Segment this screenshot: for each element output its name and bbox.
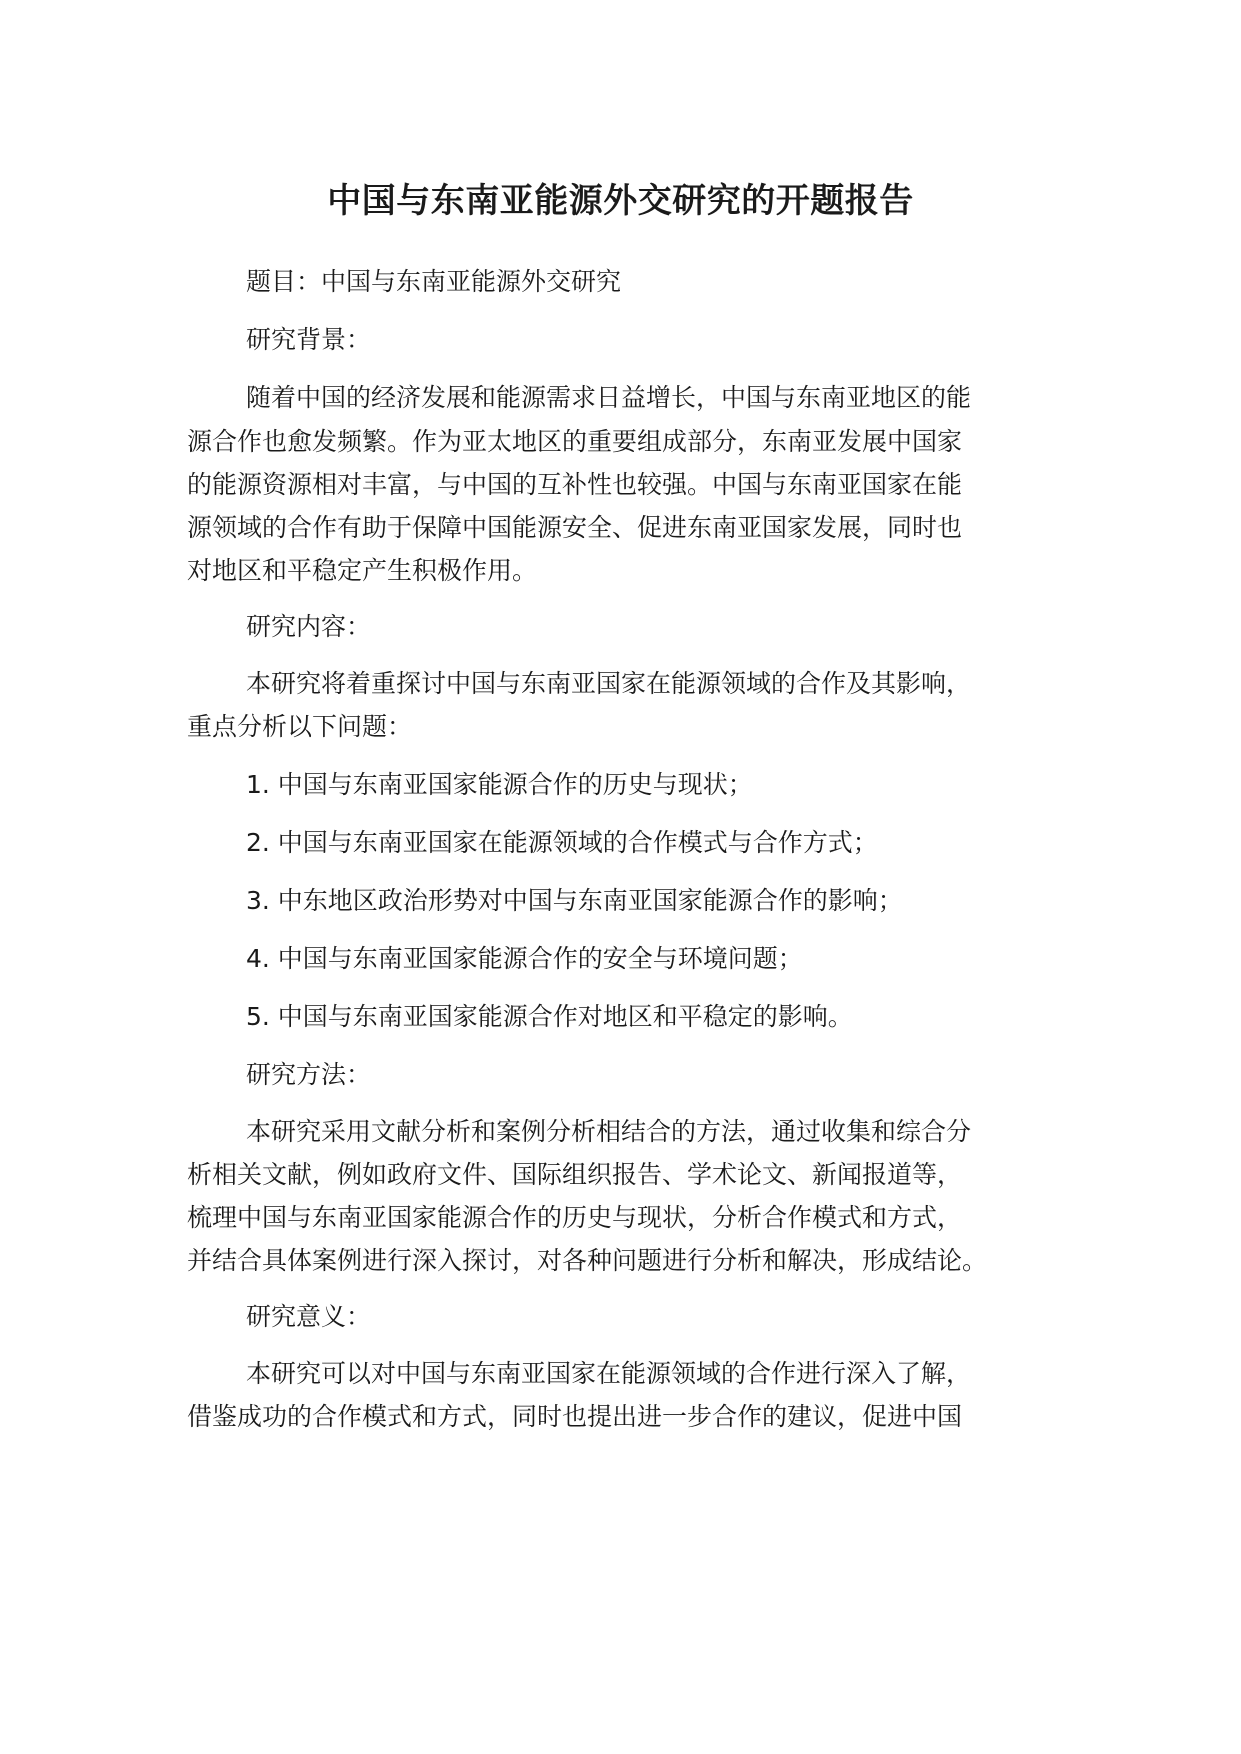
- document-title: 中国与东南亚能源外交研究的开题报告: [327, 181, 914, 221]
- content-line-1: 本研究将着重探讨中国与东南亚国家在能源领域的合作及其影响，: [246, 669, 972, 698]
- method-line-2: 析相关文献，例如政府文件、国际组织报告、学术论文、新闻报道等，: [187, 1160, 963, 1189]
- method-line-4: 并结合具体案例进行深入探讨，对各种问题进行分析和解决，形成结论。: [187, 1246, 988, 1275]
- background-line-1: 随着中国的经济发展和能源需求日益增长，中国与东南亚地区的能: [246, 383, 972, 412]
- content-heading: 研究内容：: [246, 612, 372, 641]
- significance-line-1: 本研究可以对中国与东南亚国家在能源领域的合作进行深入了解，: [246, 1359, 972, 1388]
- content-item-1: 1. 中国与东南亚国家能源合作的历史与现状；: [246, 770, 753, 799]
- background-heading: 研究背景：: [246, 325, 372, 354]
- content-item-4: 4. 中国与东南亚国家能源合作的安全与环境问题；: [246, 944, 803, 973]
- content-item-2: 2. 中国与东南亚国家在能源领域的合作模式与合作方式；: [246, 828, 878, 857]
- content-item-3: 3. 中东地区政治形势对中国与东南亚国家能源合作的影响；: [246, 886, 903, 915]
- method-line-3: 梳理中国与东南亚国家能源合作的历史与现状，分析合作模式和方式，: [187, 1203, 963, 1232]
- content-item-5: 5. 中国与东南亚国家能源合作对地区和平稳定的影响。: [246, 1002, 853, 1031]
- background-line-2: 源合作也愈发频繁。作为亚太地区的重要组成部分，东南亚发展中国家: [187, 427, 963, 456]
- method-heading: 研究方法：: [246, 1060, 372, 1089]
- background-line-5: 对地区和平稳定产生积极作用。: [187, 556, 538, 585]
- background-line-3: 的能源资源相对丰富，与中国的互补性也较强。中国与东南亚国家在能: [187, 470, 963, 499]
- background-line-4: 源领域的合作有助于保障中国能源安全、促进东南亚国家发展，同时也: [187, 513, 963, 542]
- method-line-1: 本研究采用文献分析和案例分析相结合的方法，通过收集和综合分: [246, 1117, 972, 1146]
- significance-line-2: 借鉴成功的合作模式和方式，同时也提出进一步合作的建议，促进中国: [187, 1402, 963, 1431]
- content-line-2: 重点分析以下问题：: [187, 712, 413, 741]
- topic-line: 题目：中国与东南亚能源外交研究: [246, 267, 622, 296]
- significance-heading: 研究意义：: [246, 1302, 372, 1331]
